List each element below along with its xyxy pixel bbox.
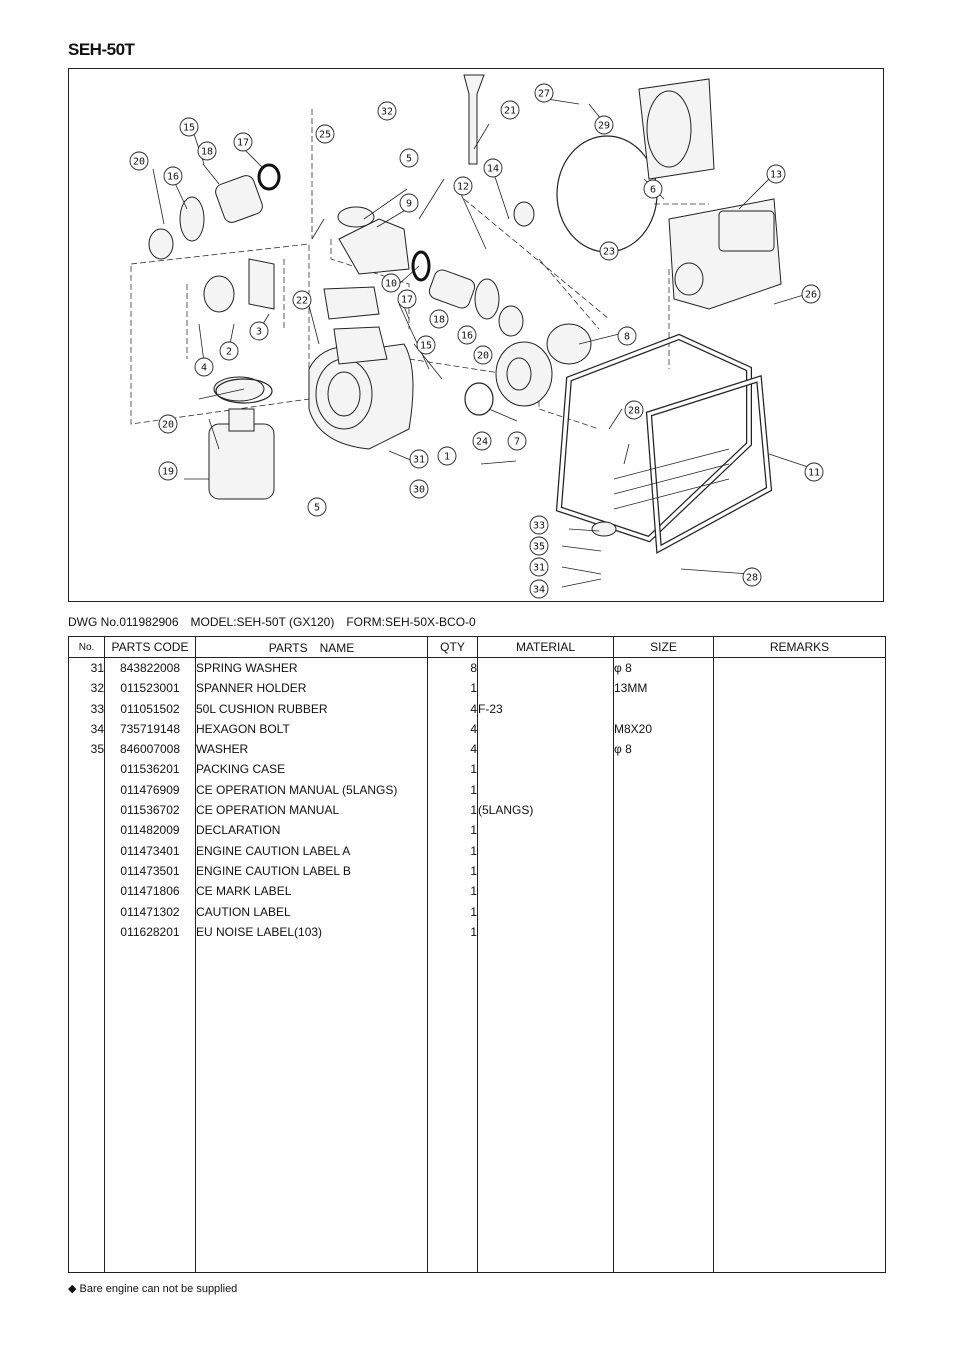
row-parts-name: PACKING CASE (196, 759, 428, 779)
cushion-rubber (592, 522, 616, 536)
row-qty: 1 (428, 881, 478, 901)
callout-number: 16 (166, 171, 180, 183)
row-parts-name: CE OPERATION MANUAL (196, 800, 428, 820)
callout-number: 17 (236, 137, 250, 149)
callout-number: 28 (745, 572, 759, 584)
row-parts-code: 011536702 (105, 800, 196, 820)
table-row (69, 678, 886, 698)
callout-number: 26 (804, 289, 818, 301)
row-remarks (714, 658, 886, 679)
row-no (69, 759, 105, 779)
callout-number: 33 (532, 520, 546, 532)
table-row (69, 719, 886, 739)
callout-number: 4 (200, 362, 208, 374)
header-qty: QTY (428, 637, 478, 658)
gasket (324, 287, 379, 319)
cover-gasket (557, 136, 657, 252)
row-size (614, 841, 714, 861)
row-qty: 1 (428, 922, 478, 942)
callout-number: 31 (412, 454, 426, 466)
pump-housing (309, 327, 413, 449)
row-material (478, 678, 614, 698)
row-material (478, 902, 614, 922)
callout-number: 14 (486, 163, 500, 175)
row-qty: 1 (428, 902, 478, 922)
header-size: SIZE (614, 637, 714, 658)
row-parts-name: CE OPERATION MANUAL (5LANGS) (196, 780, 428, 800)
row-size: M8X20 (614, 719, 714, 739)
row-remarks (714, 861, 886, 881)
table-row (69, 759, 886, 779)
callout-number: 27 (537, 88, 551, 100)
row-no: 32 (69, 678, 105, 698)
o-ring (465, 383, 493, 415)
table-row (69, 739, 886, 759)
row-remarks (714, 841, 886, 861)
row-parts-name: ENGINE CAUTION LABEL A (196, 841, 428, 861)
row-material: (5LANGS) (478, 800, 614, 820)
empty-cell (69, 942, 105, 1272)
row-size (614, 699, 714, 719)
callout-number: 10 (384, 278, 398, 290)
header-parts-code: PARTS CODE (105, 637, 196, 658)
row-parts-name: SPRING WASHER (196, 658, 428, 679)
row-size (614, 922, 714, 942)
table-row (69, 699, 886, 719)
row-parts-code: 846007008 (105, 739, 196, 759)
row-qty: 1 (428, 759, 478, 779)
row-size (614, 881, 714, 901)
callout-number: 20 (476, 350, 490, 362)
pump-outlet-body (338, 207, 409, 274)
empty-cell (196, 942, 428, 1272)
row-qty: 1 (428, 820, 478, 840)
row-parts-name: CE MARK LABEL (196, 881, 428, 901)
callout-number: 22 (295, 295, 309, 307)
row-remarks (714, 678, 886, 698)
row-parts-code: 011051502 (105, 699, 196, 719)
row-qty: 8 (428, 658, 478, 679)
row-material (478, 780, 614, 800)
row-parts-code: 011482009 (105, 820, 196, 840)
callout-number: 13 (769, 169, 783, 181)
empty-cell (105, 942, 196, 1272)
row-qty: 1 (428, 841, 478, 861)
row-size: 13MM (614, 678, 714, 698)
page-title: SEH-50T (68, 40, 135, 59)
callout-number: 7 (513, 436, 521, 448)
row-no (69, 780, 105, 800)
table-row (69, 902, 886, 922)
callout-number: 20 (161, 419, 175, 431)
row-no (69, 800, 105, 820)
drawing-number: DWG No.011982906 (68, 615, 179, 629)
row-remarks (714, 820, 886, 840)
callout-number: 15 (182, 122, 196, 134)
drawing-form: FORM:SEH-50X-BCO-0 (346, 615, 476, 629)
row-material (478, 820, 614, 840)
row-material (478, 658, 614, 679)
row-remarks (714, 922, 886, 942)
callout-number: 15 (419, 340, 433, 352)
table-row (69, 780, 886, 800)
volute-casing (496, 342, 552, 406)
callout-number: 24 (475, 436, 489, 448)
row-qty: 1 (428, 800, 478, 820)
impeller (547, 324, 591, 364)
table-row (69, 922, 886, 942)
callout-number: 25 (318, 129, 332, 141)
callout-number: 5 (313, 502, 321, 514)
row-size (614, 759, 714, 779)
row-no: 33 (69, 699, 105, 719)
row-parts-code: 011628201 (105, 922, 196, 942)
drawing-info (68, 615, 488, 629)
callout-number: 20 (132, 156, 146, 168)
row-remarks (714, 699, 886, 719)
row-material (478, 759, 614, 779)
table-row (69, 841, 886, 861)
callout-number: 6 (649, 184, 657, 196)
row-qty: 4 (428, 699, 478, 719)
hose-fitting-right (413, 252, 523, 336)
row-remarks (714, 739, 886, 759)
callout-number: 32 (380, 106, 394, 118)
empty-cell (478, 942, 614, 1272)
callout-number: 5 (405, 153, 413, 165)
row-qty: 1 (428, 861, 478, 881)
row-parts-name: WASHER (196, 739, 428, 759)
parts-table-header (69, 637, 886, 658)
row-parts-name: ENGINE CAUTION LABEL B (196, 861, 428, 881)
row-parts-code: 735719148 (105, 719, 196, 739)
strainer (209, 377, 274, 499)
row-parts-code: 011471302 (105, 902, 196, 922)
row-size (614, 902, 714, 922)
table-filler-row (69, 942, 886, 1272)
header-remarks: REMARKS (714, 637, 886, 658)
empty-cell (714, 942, 886, 1272)
row-parts-code: 011473501 (105, 861, 196, 881)
engine (669, 199, 781, 309)
row-material (478, 841, 614, 861)
drawing-model: MODEL:SEH-50T (GX120) (190, 615, 335, 629)
row-qty: 4 (428, 719, 478, 739)
row-parts-name: EU NOISE LABEL(103) (196, 922, 428, 942)
callout-number: 12 (456, 181, 470, 193)
cover-plate (639, 79, 714, 179)
row-parts-code: 011476909 (105, 780, 196, 800)
parts-table-body (69, 658, 886, 1273)
empty-cell (428, 942, 478, 1272)
row-parts-name: DECLARATION (196, 820, 428, 840)
callout-number: 35 (532, 541, 546, 553)
callout-number: 8 (623, 331, 631, 343)
row-no: 31 (69, 658, 105, 679)
row-parts-code: 011523001 (105, 678, 196, 698)
row-no (69, 841, 105, 861)
callout-number: 34 (532, 584, 546, 596)
table-row (69, 881, 886, 901)
row-qty: 4 (428, 739, 478, 759)
callout-number: 28 (627, 405, 641, 417)
exploded-view-diagram (68, 68, 884, 602)
row-parts-name: SPANNER HOLDER (196, 678, 428, 698)
row-material (478, 861, 614, 881)
row-size (614, 800, 714, 820)
row-qty: 1 (428, 678, 478, 698)
row-material (478, 881, 614, 901)
row-size (614, 861, 714, 881)
row-no (69, 922, 105, 942)
row-parts-name: HEXAGON BOLT (196, 719, 428, 739)
exploded-view-drawing (69, 69, 885, 603)
callout-number: 11 (807, 467, 821, 479)
row-material: F-23 (478, 699, 614, 719)
table-row (69, 658, 886, 679)
header-material: MATERIAL (478, 637, 614, 658)
footnote: ◆ Bare engine can not be supplied (68, 1283, 238, 1295)
row-size (614, 820, 714, 840)
callout-number: 18 (432, 314, 446, 326)
hose-fitting-lower (204, 259, 274, 312)
callout-number: 30 (412, 484, 426, 496)
callout-number: 23 (602, 246, 616, 258)
row-parts-code: 011536201 (105, 759, 196, 779)
callout-number: 17 (400, 294, 414, 306)
row-parts-name: 50L CUSHION RUBBER (196, 699, 428, 719)
callout-number: 16 (460, 330, 474, 342)
row-size: φ 8 (614, 739, 714, 759)
callout-number: 19 (161, 466, 175, 478)
row-qty: 1 (428, 780, 478, 800)
parts-table (68, 636, 886, 1273)
callout-number: 1 (443, 451, 451, 463)
row-size (614, 780, 714, 800)
callout-number: 31 (532, 562, 546, 574)
row-remarks (714, 719, 886, 739)
callout-number: 29 (597, 120, 611, 132)
row-no (69, 881, 105, 901)
row-remarks (714, 881, 886, 901)
callout-number: 9 (405, 198, 413, 210)
callout-number: 3 (255, 326, 263, 338)
table-row (69, 800, 886, 820)
callout-number: 2 (225, 346, 233, 358)
row-parts-code: 011471806 (105, 881, 196, 901)
mechanical-seal (514, 202, 534, 226)
table-row (69, 861, 886, 881)
row-no (69, 902, 105, 922)
row-material (478, 922, 614, 942)
row-remarks (714, 780, 886, 800)
row-size: φ 8 (614, 658, 714, 679)
row-no: 35 (69, 739, 105, 759)
row-parts-name: CAUTION LABEL (196, 902, 428, 922)
row-no: 34 (69, 719, 105, 739)
row-remarks (714, 759, 886, 779)
callout-number: 21 (503, 105, 517, 117)
spanner (464, 75, 484, 164)
callout-number: 18 (200, 146, 214, 158)
row-no (69, 861, 105, 881)
header-parts-name: PARTS NAME (196, 637, 428, 658)
frame (559, 337, 769, 549)
header-no: No. (69, 637, 105, 658)
empty-cell (614, 942, 714, 1272)
row-remarks (714, 800, 886, 820)
row-parts-code: 843822008 (105, 658, 196, 679)
row-parts-code: 011473401 (105, 841, 196, 861)
row-material (478, 739, 614, 759)
row-remarks (714, 902, 886, 922)
row-material (478, 719, 614, 739)
table-row (69, 820, 886, 840)
row-no (69, 820, 105, 840)
